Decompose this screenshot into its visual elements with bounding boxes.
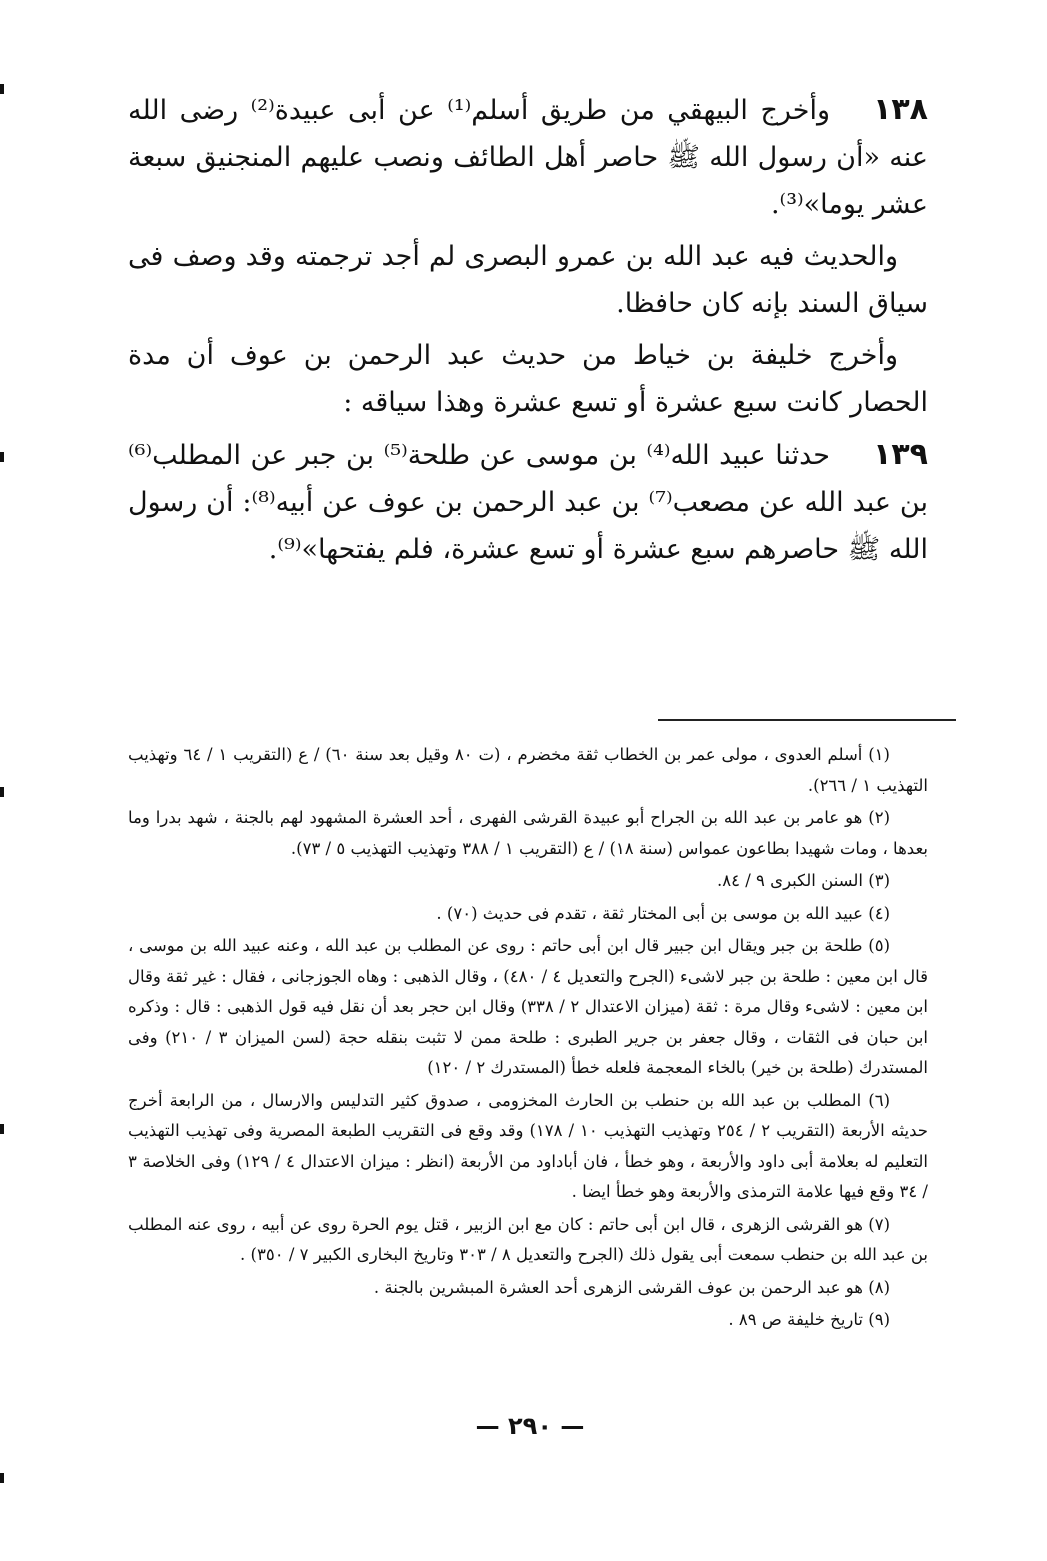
footnote-separator <box>658 719 956 721</box>
footnote-3: (٣) السنن الكبرى ٩ / ٨٤. <box>717 871 890 890</box>
scan-edge-mark <box>0 787 4 797</box>
scan-edge-mark <box>0 452 4 462</box>
paragraph-139 <box>128 431 928 573</box>
paragraph-text: حدثنا عبيد الله⁽⁴⁾ بن موسى عن طلحة⁽⁵⁾ بن جبر عن المطلب⁽⁶⁾ بن عبد الله عن مصعب⁽⁷⁾ بن عبد الرحمن بن عوف عن أبيه⁽⁸⁾: أن رسول الله ﷺ حاصرهم سبع عشرة أو تسع عشرة، فلم يفتحها»⁽⁹⁾. <box>128 440 928 565</box>
paragraph-commentary: والحديث فيه عبد الله بن عمرو البصرى لم أجد ترجمته وقد وصف فى سياق السند بإنه كان حافظا. <box>128 241 928 319</box>
paragraph-khalifa: وأخرج خليفة بن خياط من حديث عبد الرحمن بن عوف أن مدة الحصار كانت سبع عشرة أو تسع عشرة وهذا سياقه : <box>128 340 928 418</box>
footnote-8: (٨) هو عبد الرحمن بن عوف القرشى الزهرى أحد العشرة المبشرين بالجنة . <box>373 1277 890 1297</box>
main-text <box>128 86 928 578</box>
footnotes <box>128 740 928 1338</box>
paragraph-text: وأخرج البيهقي من طريق أسلم⁽¹⁾ عن أبى عبيدة⁽²⁾ رضى الله عنه «أن رسول الله ﷺ حاصر أهل الطائف ونصب عليهم المنجنيق سبعة عشر يوما»⁽³⁾. <box>128 95 928 220</box>
footnote-1: (١) أسلم العدوى ، مولى عمر بن الخطاب ثقة مخضرم ، (ت ٨٠ وقيل بعد سنة ٦٠) / ع (التقريب ١ / ٦٤ وتهذيب التهذيب ١ / ٢٦٦). <box>128 745 928 795</box>
scan-edge-mark <box>0 84 4 94</box>
footnote-9: (٩) تاريخ خليفة ص ٨٩ . <box>728 1310 890 1329</box>
hadith-number: ١٣٨ <box>873 92 928 127</box>
footnote-7: (٧) هو القرشى الزهرى ، قال ابن أبى حاتم : كان مع ابن الزبير ، قتل يوم الحرة روى عن أبيه ، روى عنه المطلب بن عبد الله بن حنطب سمعت أبى يقول ذلك (الجرح والتعديل ٨ / ٣٠٣ وتاريخ البخارى الكبير ٧ / ٣٥٠) . <box>128 1214 928 1264</box>
paragraph-138 <box>128 86 928 228</box>
footnote-4: (٤) عبيد الله بن موسى بن أبى المختار ثقة ، تقدم فى حديث (٧٠) . <box>436 903 890 923</box>
footnote-2: (٢) هو عامر بن عبد الله بن الجراح أبو عبيدة القرشى الفهرى ، أحد العشرة المشهود لهم بالجنة ، شهد بدرا وما بعدها ، ومات شهيدا بطاعون عمواس (سنة ١٨) / ع (التقريب ١ / ٣٨٨ وتهذيب التهذيب ٥ / ٧٣). <box>128 808 928 858</box>
footnote-6: (٦) المطلب بن عبد الله بن حنطب بن الحارث المخزومى ، صدوق كثير التدليس والارسال ، من الرابعة أخرج حديثه الأربعة (التقريب ٢ / ٢٥٤ وتهذيب التهذيب ١٠ / ١٧٨) وقد وقع فى التقريب الطبعة المصرية وفى تهذيب التهذيب التعليم له بعلامة أبى داود والأربعة ، وهو خطأ ، فان أباداود من الأربعة (انظر : ميزان الاعتدال ٤ / ١٢٩) وفى الخلاصة ٣ / ٣٤ وقع فيها علامة الترمذى والأربعة وهو خطأ ايضا . <box>128 1090 928 1201</box>
scan-edge-mark <box>0 1124 4 1134</box>
hadith-number: ١٣٩ <box>873 437 928 472</box>
scan-edge-mark <box>0 1473 4 1483</box>
footnote-5: (٥) طلحة بن جبر ويقال ابن جبير قال ابن أبى حاتم : روى عن المطلب بن عبد الله ، وعنه عبيد الله بن موسى ، قال ابن معين : طلحة بن جبر لاشىء (الجرح والتعديل ٤ / ٤٨٠) ، وقال الذهبى : وهاه الجوزجانى ، فقال : غير ثقة وقال ابن معين : لاشىء وقال مرة : ثقة (ميزان الاعتدال ٢ / ٣٣٨) وقال ابن حجر بعد أن نقل فيه قول الذهبى : قال : وذكره ابن حبان فى الثقات ، وقال جعفر بن جرير الطبرى : طلحة ممن لا تثبت بنقله حجة (لسن الميزان ٣ / ٢١٠) وفى المستدرك (طلحة بن خير) بالخاء المعجمة فلعله خطأ (المستدرك ٢ / ١٢٠) <box>128 936 928 1077</box>
page-number: — ٢٩٠ — <box>475 1412 585 1440</box>
